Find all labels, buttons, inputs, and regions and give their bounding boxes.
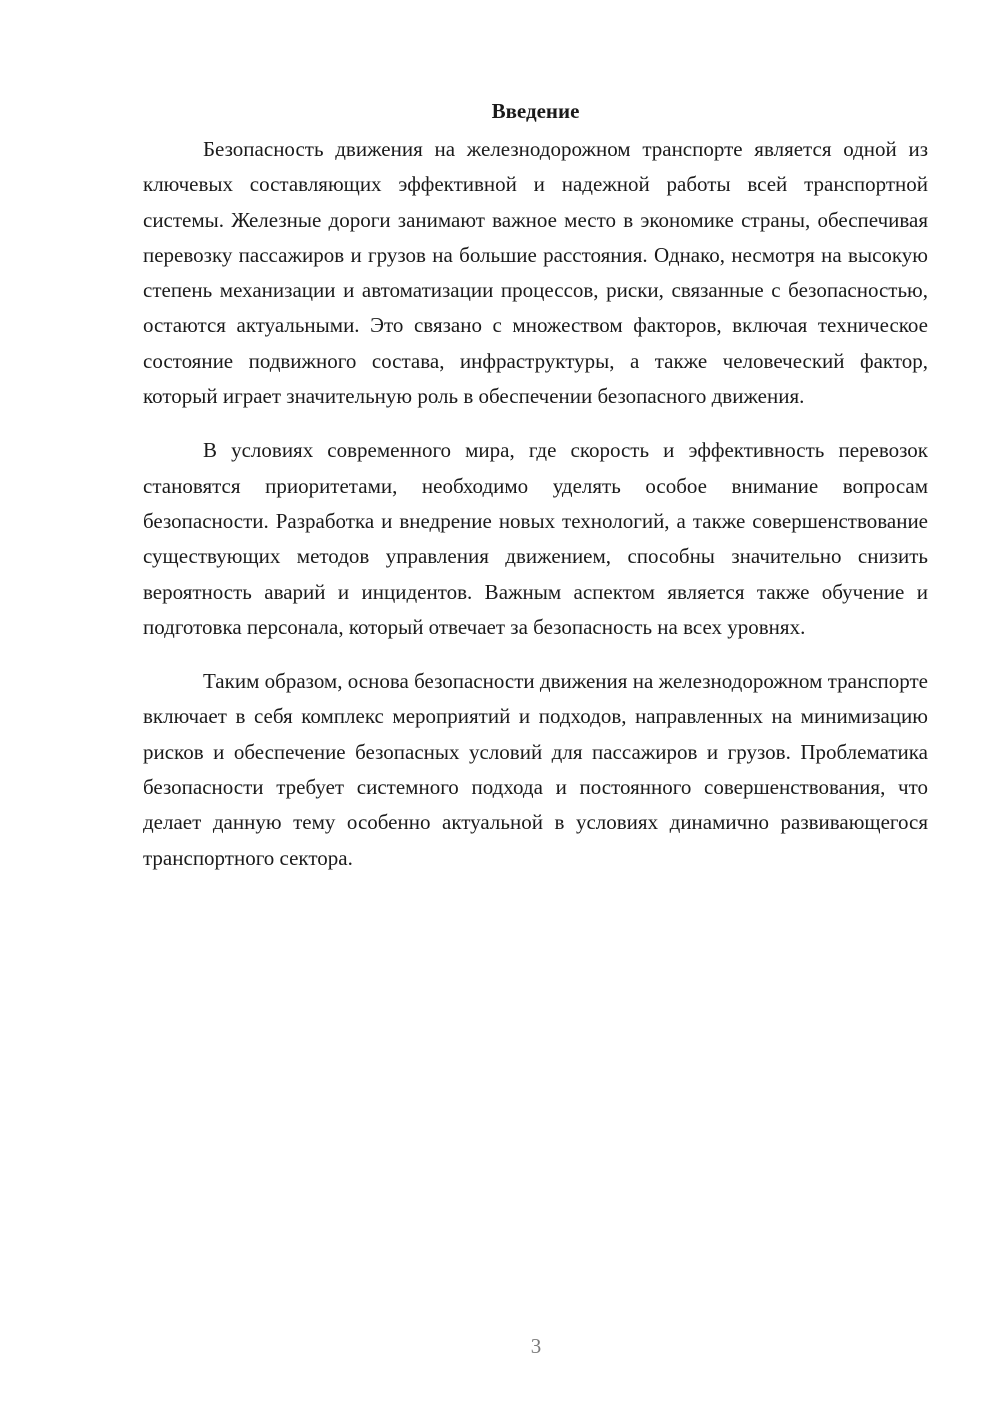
paragraph-3: Таким образом, основа безопасности движения на железнодорожном транспорте включает в себя комплекс мероприятий и подходов, направленных на минимизацию рисков и обеспечение безопасных условий для пассажиров и грузов. Проблематика безопасности требует системного подхода и постоянного совершенствования, что делает данную тему особенно актуальной в условиях динамично развивающегося транспортного сектора. <box>143 669 928 870</box>
paragraph-2: В условиях современного мира, где скорость и эффективность перевозок становятся приоритетами, необходимо уделять особое внимание вопросам безопасности. Разработка и внедрение новых технологий, а также совершенствование существующих методов управления движением, способны значительно снизить вероятность аварий и инцидентов. Важным аспектом является также обучение и подготовка персонала, который отвечает за безопасность на всех уровнях. <box>143 438 928 639</box>
document-body <box>143 96 928 895</box>
paragraph-1: Безопасность движения на железнодорожном транспорте является одной из ключевых составляющих эффективной и надежной работы всей транспортной системы. Железные дороги занимают важное место в экономике страны, обеспечивая перевозку пассажиров и грузов на большие расстояния. Однако, несмотря на высокую степень механизации и автоматизации процессов, риски, связанные с безопасностью, остаются актуальными. Это связано с множеством факторов, включая техническое состояние подвижного состава, инфраструктуры, а также человеческий фактор, который играет значительную роль в обеспечении безопасного движения. <box>143 137 928 409</box>
section-title: Введение <box>491 99 580 123</box>
page-number: 3 <box>530 1334 542 1358</box>
